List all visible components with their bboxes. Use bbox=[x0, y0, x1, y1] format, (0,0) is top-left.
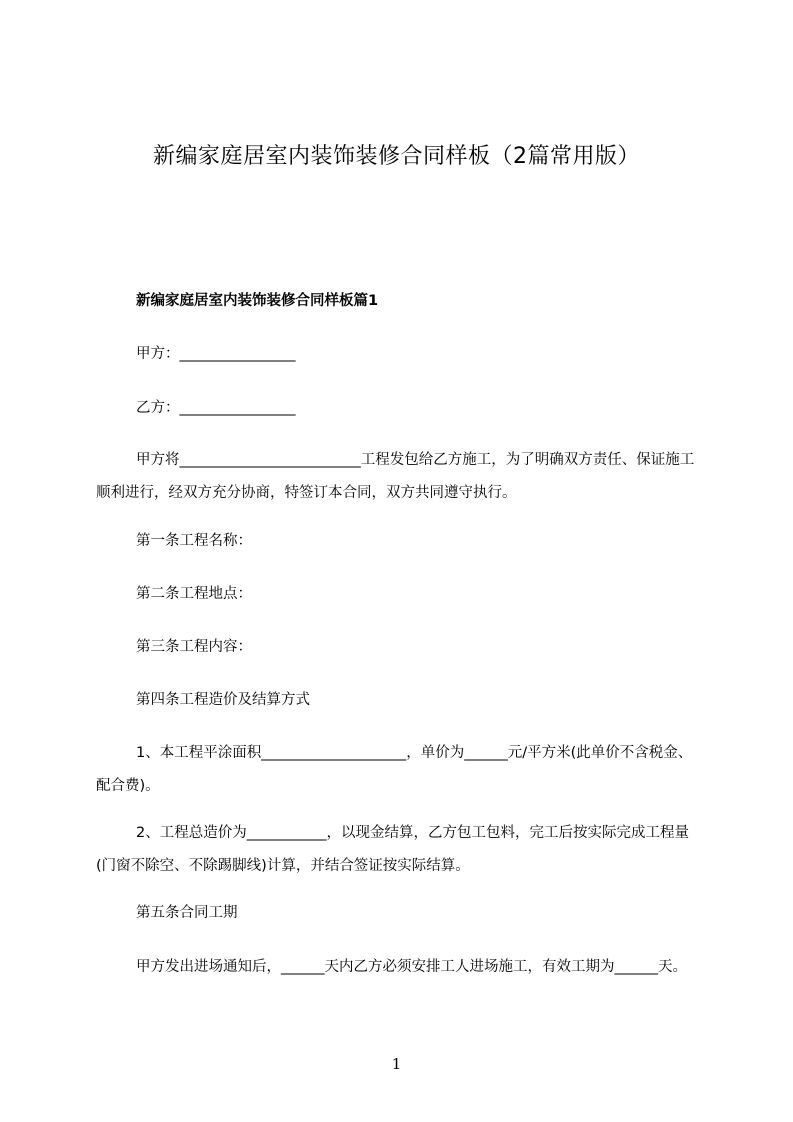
article-2-heading: 第二条工程地点： bbox=[136, 586, 252, 602]
section-heading: 新编家庭居室内装饰装修合同样板篇1 bbox=[136, 293, 379, 309]
article-4-heading: 第四条工程造价及结算方式 bbox=[136, 692, 310, 708]
clause-5-paragraph: 甲方发出进场通知后，______天内乙方必须安排工人进场施工，有效工期为______天。 bbox=[136, 959, 687, 975]
article-1-heading: 第一条工程名称： bbox=[136, 533, 252, 549]
party-b-line: 乙方：________________ bbox=[136, 400, 296, 416]
intro-paragraph: 甲方将_________________________工程发包给乙方施工，为了明确双方责任、保证施工顺利进行，经双方充分协商，特签订本合同，双方共同遵守执行。 bbox=[96, 452, 695, 501]
document-title: 新编家庭居室内装饰装修合同样板（2篇常用版） bbox=[153, 144, 640, 169]
article-3-heading: 第三条工程内容： bbox=[136, 639, 252, 655]
page-number: 1 bbox=[391, 1055, 402, 1073]
party-a-line: 甲方：________________ bbox=[136, 346, 296, 362]
clause-4-2-paragraph: 2、工程总造价为___________，以现金结算，乙方包工包料，完工后按实际完成工程量(门窗不除空、不除踢脚线)计算，并结合签证按实际结算。 bbox=[96, 825, 689, 874]
clause-4-1-paragraph: 1、本工程平涂面积____________________，单价为______元/平方米(此单价不含税金、配合费)。 bbox=[96, 745, 693, 794]
article-5-heading: 第五条合同工期 bbox=[136, 905, 238, 921]
